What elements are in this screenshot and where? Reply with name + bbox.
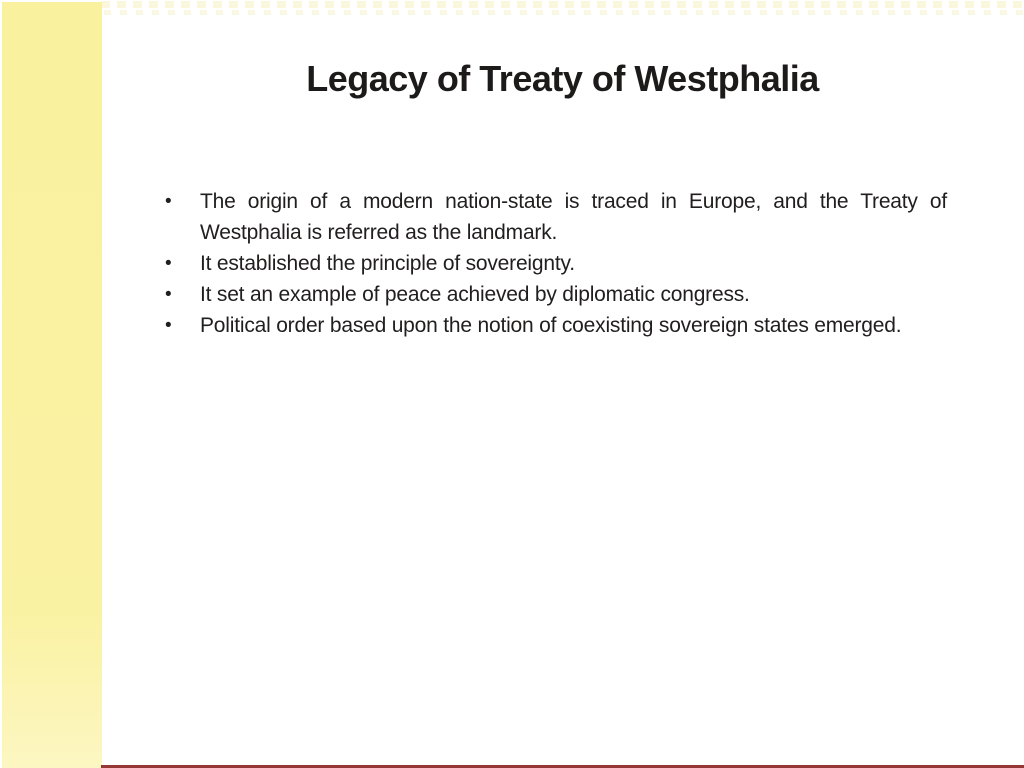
bullet-text: The origin of a modern nation-state is traced in Europe, and the Treaty of Westphalia is referred as the landmark. xyxy=(200,190,947,244)
bullet-list xyxy=(165,186,947,341)
bullet-item xyxy=(165,279,947,310)
bullet-marker: • xyxy=(165,284,172,305)
left-accent-stripe xyxy=(2,2,102,768)
bullet-text: It set an example of peace achieved by diplomatic congress. xyxy=(200,283,750,306)
top-pattern-row-lower xyxy=(101,10,1024,15)
bullet-marker: • xyxy=(165,191,172,212)
top-border-pattern xyxy=(101,0,1024,15)
bullet-text: It established the principle of sovereignty. xyxy=(200,252,575,275)
slide-title: Legacy of Treaty of Westphalia xyxy=(306,58,819,99)
bullet-marker: • xyxy=(165,315,172,336)
bullet-item xyxy=(165,310,947,341)
bullet-text: Political order based upon the notion of coexisting sovereign states emerged. xyxy=(200,314,902,337)
bullet-item xyxy=(165,186,947,248)
bullet-item xyxy=(165,248,947,279)
bullet-marker: • xyxy=(165,253,172,274)
top-pattern-row-upper xyxy=(101,1,1024,8)
